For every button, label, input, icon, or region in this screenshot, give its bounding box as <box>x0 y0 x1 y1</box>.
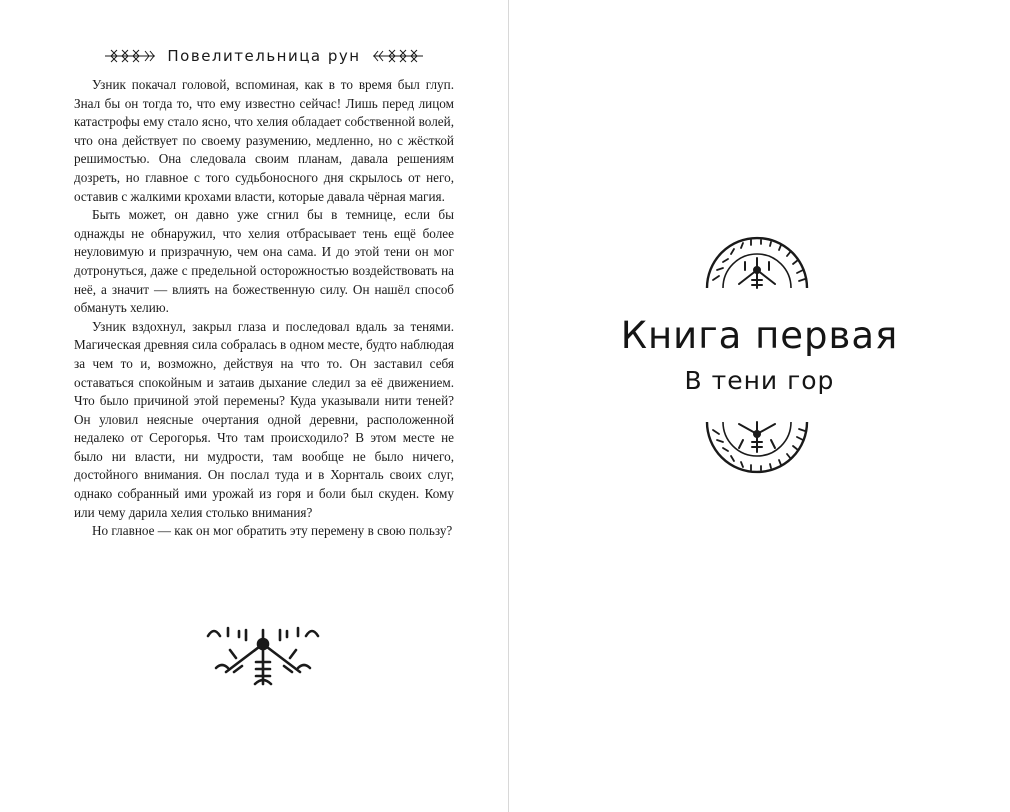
rune-compass-ornament-icon <box>206 622 320 686</box>
right-header-ornament-icon <box>373 48 423 64</box>
running-header <box>74 44 454 68</box>
rune-circle-bottom-icon <box>703 420 811 474</box>
paragraph-4: Но главное — как он мог обратить эту перемену в свою пользу? <box>92 523 453 539</box>
body-text <box>74 76 454 541</box>
book-subtitle-heading: В тени гор <box>684 366 835 395</box>
paragraph-2: Быть может, он давно уже сгнил бы в темнице, если бы однажды не обнаружил, что хелия отбрасывает тень ещё более неуловимую и призрачную, чем она сама. И до этой тени он мог дотронуться, даже с предельной осторожностью воздействовать на неё, а значит — влиять на божественную силу. Он нашёл способ обмануть хелию. <box>74 207 454 316</box>
rune-circle-top-icon <box>703 236 811 290</box>
running-header-title: Повелительница рун <box>167 47 361 65</box>
book-number-heading: Книга первая <box>620 314 899 357</box>
paragraph-1: Узник покачал головой, вспоминая, как в то время был глуп. Знал бы он тогда то, что ему известно сейчас! Лишь перед лицом катастрофы ему стало ясно, что хелия обладает собственной волей, что она действует по своему разумению, медленно, но с жёсткой решимостью. Она следовала своим планам, давала решениям дозреть, но главное с того судьбоносного дня скрылось от него, оставив с жалкими крохами власти, которые давала чёрная магия. <box>74 77 454 204</box>
paragraph-3: Узник вздохнул, закрыл глаза и последовал вдаль за тенями. Магическая древняя сила собралась в одном месте, будто наблюдая за чем то и, возможно, действуя на что то. Он заставил себя оставаться спокойным и затаив дыхание следил за её движением. Что было причиной этой перемены? Куда указывали нити теней? Он уловил неясные очертания одной деревни, расположенной недалеко от Серогорья. Что там происходило? В этом месте не было ни власти, ни мудрости, там вообще не было ничего, достойного внимания. Он послал туда и в Хорнталь своих слуг, однако собранный ими урожай из горя и боли был скуден. Кому или чему дарила хелия столько внимания? <box>74 318 454 520</box>
right-page <box>509 0 1010 812</box>
left-header-ornament-icon <box>105 48 155 64</box>
